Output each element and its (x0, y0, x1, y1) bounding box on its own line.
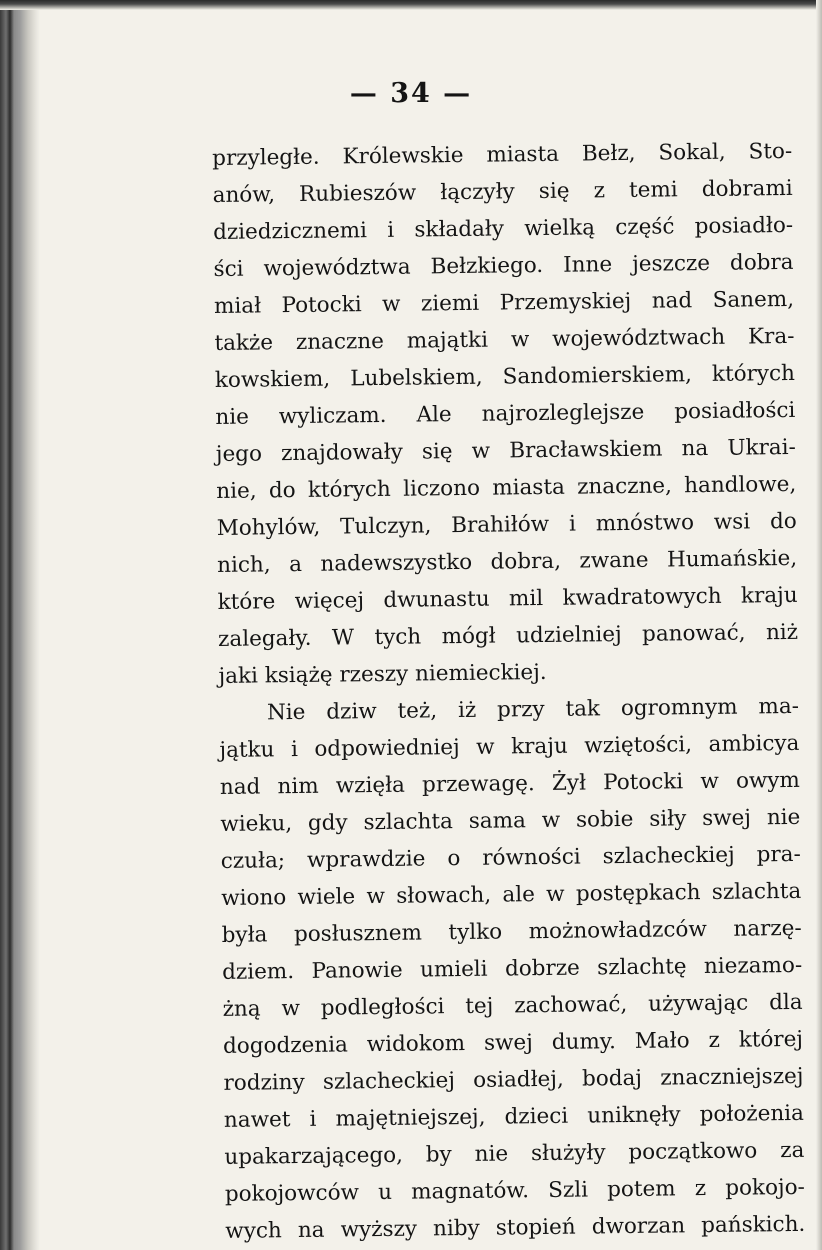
page-right-edge-shadow (816, 0, 822, 1250)
text-line: dziem. Panowie umieli dobrze szlachtę niezamo- (222, 952, 803, 985)
text-line: rodziny szlacheckiej osiadłej, bodaj znaczniejszej (223, 1063, 804, 1096)
text-line: dogodzenia widokom swej dumy. Mało z której (222, 1026, 804, 1059)
text-line: wiono wiele w słowach, ale w postępkach szlachta (221, 878, 802, 911)
text-line: była posłusznem tylko możnowładzców narzę- (221, 915, 802, 948)
text-line: kowskiem, Lubelskiem, Sandomierskiem, których (214, 360, 796, 393)
text-line: nawet i majętniejszej, dzieci uniknęły położenia (223, 1100, 805, 1133)
text-line: zalegały. W tych mógł udzielniej panować, niż (217, 619, 799, 652)
text-line: ści województwa Bełzkiego. Inne jeszcze dobra (213, 249, 794, 282)
text-line: dziedzicznemi i składały wielką część posiadło- (212, 212, 794, 245)
body-text (212, 133, 806, 1250)
text-line: anów, Rubieszów łączyły się z temi dobrami (212, 175, 793, 208)
page-top-edge-shadow (0, 0, 822, 10)
text-line: upakarzającego, by nie służyły początkowo za (224, 1137, 805, 1170)
text-line: nad nim wzięła przewagę. Żył Potocki w owym (219, 767, 801, 800)
text-line: przyległe. Królewskie miasta Bełz, Sokal, Sto- (212, 138, 793, 171)
text-line: wieku, gdy szlachta sama w sobie siły swej nie (220, 804, 801, 837)
text-line: wych na wyższy niby stopień dworzan pańskich. (225, 1211, 806, 1244)
page-left-edge-shadow (0, 0, 40, 1250)
text-line: nich, a nadewszystko dobra, zwane Humańskie, (217, 545, 798, 578)
text-line: nie, do których liczono miasta znaczne, handlowe, (216, 471, 797, 504)
text-line: jego znajdowały się w Bracławskiem na Ukrai- (215, 434, 796, 467)
page-number: — 34 — (349, 78, 473, 109)
text-line: Nie dziw też, iż przy tak ogromnym ma- (266, 693, 800, 726)
text-line: jątku i odpowiedniej w kraju wziętości, ambicya (219, 730, 800, 763)
text-line: pokojowców u magnatów. Szli potem z pokojo- (224, 1174, 805, 1207)
text-line: czuła; wprawdzie o równości szlacheckiej pra- (220, 841, 801, 874)
text-line: które więcej dwunastu mil kwadratowych kraju (217, 582, 798, 615)
text-line: żną w podległości tej zachować, używając dla (222, 989, 803, 1022)
text-line: jaki książę rzeszy niemieckiej. (218, 659, 547, 689)
text-line: miał Potocki w ziemi Przemyskiej nad Sanem, (213, 286, 795, 319)
text-line: Mohylów, Tulczyn, Brahiłów i mnóstwo wsi do (216, 508, 797, 541)
text-line: nie wyliczam. Ale najrozleglejsze posiadłości (215, 397, 796, 430)
text-line: także znaczne majątki w województwach Kra- (214, 323, 795, 356)
